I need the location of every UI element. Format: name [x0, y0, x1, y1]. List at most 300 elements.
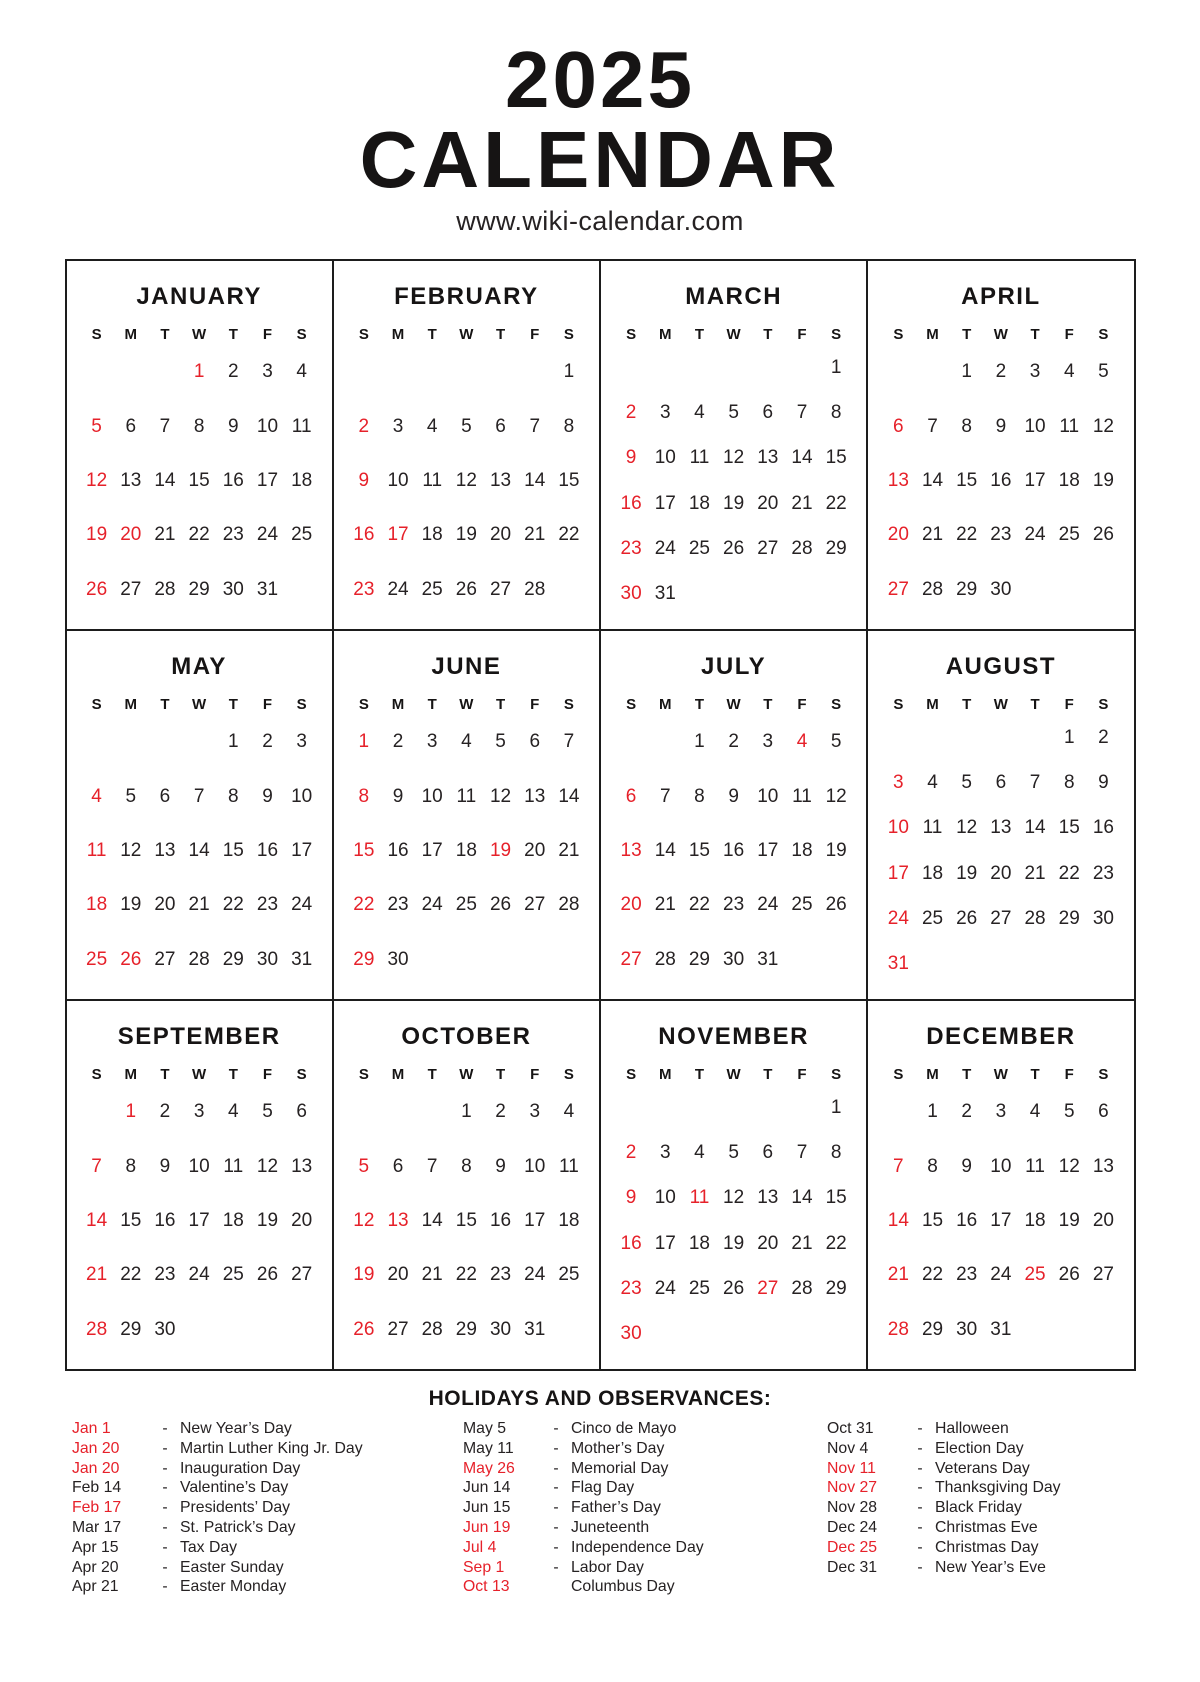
day-cell: 13	[887, 469, 909, 491]
day-cell: 29	[921, 1318, 944, 1340]
day-cell: 21	[1024, 862, 1046, 884]
day-cell: 12	[120, 839, 142, 861]
day-cell: 16	[956, 1209, 978, 1231]
empty-day-cell	[347, 1085, 381, 1139]
day-cell: 20	[291, 1209, 313, 1231]
day-cell: 7	[193, 785, 205, 807]
day-cell: 2	[358, 415, 370, 437]
day-cell: 24	[256, 524, 279, 546]
day-cell: 23	[620, 1277, 642, 1299]
day-cell: 7	[1029, 771, 1041, 793]
holiday-name: Easter Sunday	[180, 1558, 284, 1576]
day-cell: 29	[825, 537, 847, 559]
holiday-date: Sep 1	[463, 1558, 505, 1576]
weekday-letter: M	[391, 326, 405, 343]
weekday-letter: M	[659, 326, 672, 343]
day-cell: 19	[825, 839, 847, 861]
day-cell: 26	[256, 1264, 279, 1286]
holiday-dash: -	[162, 1499, 168, 1517]
day-cell: 29	[222, 948, 244, 970]
day-cell: 30	[956, 1318, 978, 1340]
day-cell: 9	[728, 785, 739, 807]
weekday-letter: M	[926, 696, 939, 713]
day-cell: 8	[563, 415, 575, 437]
day-cell: 1	[193, 361, 205, 383]
month-title: APRIL	[961, 283, 1041, 310]
day-cell: 28	[86, 1318, 108, 1340]
day-cell: 27	[291, 1264, 313, 1286]
weekday-letter: S	[831, 1066, 842, 1083]
empty-day-cell	[449, 345, 483, 399]
holiday-dash: -	[553, 1499, 559, 1517]
day-cell: 4	[1029, 1101, 1041, 1123]
weekday-letter: S	[626, 1066, 637, 1083]
holiday-date: Oct 31	[827, 1420, 874, 1437]
weekday-header-row	[601, 696, 866, 713]
holiday-row	[72, 1439, 463, 1459]
day-cell: 5	[1063, 1101, 1075, 1123]
day-cell: 21	[188, 894, 210, 916]
day-cell: 8	[927, 1155, 938, 1177]
day-cell: 29	[956, 578, 978, 600]
day-cell: 6	[125, 415, 137, 437]
day-cell: 2	[995, 361, 1007, 383]
day-cell: 16	[1092, 817, 1114, 839]
day-cell: 7	[529, 415, 541, 437]
day-cell: 16	[256, 839, 279, 861]
date-grid	[868, 713, 1133, 999]
day-cell: 4	[461, 731, 472, 753]
weekday-letter: W	[993, 1066, 1008, 1083]
weekday-letter: S	[1098, 696, 1109, 713]
day-cell: 31	[887, 953, 909, 975]
day-cell: 15	[455, 1209, 477, 1231]
day-cell: 1	[830, 356, 842, 378]
day-cell: 5	[961, 771, 972, 793]
day-cell: 28	[791, 1277, 813, 1299]
holiday-row	[827, 1439, 1061, 1459]
day-cell: 31	[291, 948, 313, 970]
day-cell: 23	[990, 524, 1012, 546]
holiday-dash: -	[553, 1479, 559, 1497]
holiday-row	[463, 1518, 827, 1538]
holiday-dash: -	[917, 1558, 923, 1576]
day-cell: 16	[387, 839, 409, 861]
weekday-header-row	[601, 326, 866, 343]
empty-day-cell	[182, 715, 216, 769]
day-cell: 25	[558, 1264, 580, 1286]
holiday-name: Easter Monday	[180, 1578, 287, 1596]
day-cell: 21	[791, 492, 813, 514]
day-cell: 12	[353, 1209, 375, 1231]
day-cell: 12	[489, 785, 512, 807]
holiday-row	[72, 1558, 463, 1578]
holiday-row	[827, 1419, 1061, 1439]
day-cell: 27	[524, 894, 546, 916]
holiday-name: Christmas Eve	[935, 1518, 1038, 1536]
weekday-letter: T	[495, 326, 506, 343]
empty-day-cell	[950, 715, 984, 760]
day-cell: 8	[461, 1155, 472, 1177]
day-cell: 18	[1058, 469, 1080, 491]
month-december	[868, 1001, 1133, 1369]
day-cell: 1	[927, 1101, 938, 1123]
day-cell: 4	[796, 731, 808, 753]
weekday-letter: S	[1098, 1066, 1109, 1083]
day-cell: 20	[524, 839, 546, 861]
holiday-date: Jul 4	[463, 1538, 497, 1556]
day-cell: 27	[154, 948, 176, 970]
day-cell: 14	[887, 1209, 909, 1231]
day-cell: 28	[791, 537, 813, 559]
holiday-column-3	[827, 1419, 1061, 1597]
day-cell: 4	[296, 361, 307, 383]
day-cell: 25	[421, 578, 443, 600]
date-grid	[67, 1083, 332, 1369]
day-cell: 30	[723, 948, 745, 970]
day-cell: 17	[1024, 469, 1046, 491]
day-cell: 21	[558, 839, 580, 861]
day-cell: 8	[358, 785, 370, 807]
day-cell: 8	[193, 415, 205, 437]
date-grid	[601, 343, 866, 629]
weekday-letter: T	[160, 1066, 170, 1083]
day-cell: 19	[256, 1209, 279, 1231]
day-cell: 20	[154, 894, 176, 916]
weekday-letter: S	[358, 326, 369, 343]
day-cell: 15	[1058, 817, 1080, 839]
day-cell: 23	[256, 894, 279, 916]
holiday-dash: -	[917, 1459, 923, 1477]
day-cell: 17	[524, 1209, 546, 1231]
month-title: JULY	[701, 653, 767, 680]
empty-day-cell	[717, 345, 751, 390]
weekday-letter: W	[726, 326, 741, 343]
weekday-letter: M	[659, 1066, 672, 1083]
day-cell: 11	[1025, 1155, 1045, 1177]
day-cell: 29	[688, 948, 710, 970]
day-cell: 28	[188, 948, 210, 970]
day-cell: 8	[961, 415, 972, 437]
day-cell: 19	[723, 492, 745, 514]
month-title: OCTOBER	[401, 1023, 532, 1050]
day-cell: 6	[529, 731, 541, 753]
holiday-row	[827, 1518, 1061, 1538]
empty-day-cell	[80, 715, 114, 769]
holiday-row	[827, 1478, 1061, 1498]
date-grid	[334, 343, 599, 629]
day-cell: 29	[353, 948, 375, 970]
month-november	[601, 1001, 866, 1369]
day-cell: 17	[654, 492, 676, 514]
holiday-row	[72, 1577, 463, 1597]
day-cell: 12	[825, 785, 847, 807]
day-cell: 25	[791, 894, 813, 916]
day-cell: 17	[990, 1209, 1012, 1231]
holiday-row	[827, 1558, 1061, 1578]
day-cell: 14	[154, 469, 176, 491]
day-cell: 1	[563, 361, 575, 383]
day-cell: 1	[228, 731, 239, 753]
day-cell: 2	[262, 731, 273, 753]
day-cell: 13	[489, 469, 512, 491]
day-cell: 5	[830, 731, 842, 753]
date-grid	[67, 713, 332, 999]
day-cell: 27	[757, 537, 779, 559]
day-cell: 2	[159, 1101, 171, 1123]
day-cell: 25	[222, 1264, 244, 1286]
holiday-dash: -	[162, 1439, 168, 1457]
weekday-letter: T	[495, 696, 506, 713]
day-cell: 13	[120, 469, 142, 491]
day-cell: 27	[489, 578, 512, 600]
weekday-letter: S	[1098, 326, 1109, 343]
day-cell: 3	[296, 731, 307, 753]
day-cell: 29	[825, 1277, 847, 1299]
holiday-row	[463, 1439, 827, 1459]
day-cell: 18	[558, 1209, 580, 1231]
weekday-letter: S	[563, 696, 574, 713]
month-title: MAY	[171, 653, 227, 680]
weekday-letter: W	[993, 696, 1008, 713]
day-cell: 9	[358, 469, 370, 491]
day-cell: 22	[558, 524, 580, 546]
holiday-row	[72, 1538, 463, 1558]
holiday-row	[463, 1577, 827, 1597]
day-cell: 25	[1024, 1264, 1046, 1286]
day-cell: 5	[358, 1155, 370, 1177]
day-cell: 15	[921, 1209, 944, 1231]
holiday-dash: -	[917, 1439, 923, 1457]
weekday-letter: S	[831, 696, 842, 713]
day-cell: 3	[262, 361, 273, 383]
day-cell: 19	[353, 1264, 375, 1286]
holiday-name: Christmas Day	[935, 1538, 1039, 1556]
month-title: FEBRUARY	[394, 283, 539, 310]
day-cell: 20	[887, 524, 909, 546]
weekday-letter: S	[91, 1066, 102, 1083]
weekday-letter: F	[797, 1066, 807, 1083]
empty-day-cell	[682, 345, 716, 390]
day-cell: 31	[256, 578, 279, 600]
holiday-dash: -	[162, 1558, 168, 1576]
day-cell: 18	[455, 839, 477, 861]
day-cell: 14	[524, 469, 546, 491]
day-cell: 18	[688, 1232, 710, 1254]
weekday-letter: F	[262, 696, 273, 713]
empty-day-cell	[648, 715, 682, 769]
day-cell: 24	[887, 907, 909, 929]
holiday-dash: -	[162, 1479, 168, 1497]
weekday-letter: T	[694, 1066, 705, 1083]
holiday-name: Father’s Day	[571, 1499, 661, 1517]
day-cell: 4	[228, 1101, 239, 1123]
day-cell: 30	[620, 1323, 642, 1345]
holiday-dash: -	[162, 1578, 168, 1596]
weekday-letter: W	[993, 326, 1008, 343]
date-grid	[868, 1083, 1133, 1369]
weekday-letter: S	[563, 326, 574, 343]
day-cell: 12	[256, 1155, 279, 1177]
weekday-letter: F	[262, 326, 273, 343]
day-cell: 11	[422, 469, 443, 491]
day-cell: 5	[728, 1141, 739, 1163]
day-cell: 22	[825, 492, 847, 514]
day-cell: 24	[421, 894, 443, 916]
day-cell: 10	[188, 1155, 210, 1177]
holiday-name: New Year’s Day	[180, 1420, 292, 1437]
empty-day-cell	[614, 345, 648, 390]
day-cell: 31	[990, 1318, 1012, 1340]
holiday-date: Dec 25	[827, 1538, 878, 1556]
day-cell: 26	[455, 578, 477, 600]
day-cell: 24	[188, 1264, 210, 1286]
day-cell: 15	[825, 1187, 847, 1209]
holiday-date: Jun 15	[463, 1499, 511, 1517]
day-cell: 19	[489, 839, 512, 861]
day-cell: 27	[1092, 1264, 1114, 1286]
weekday-header-row	[334, 696, 599, 713]
holiday-name: Inauguration Day	[180, 1459, 301, 1477]
month-september	[67, 1001, 332, 1369]
holiday-name: Veterans Day	[935, 1459, 1030, 1477]
weekday-letter: S	[91, 696, 102, 713]
day-cell: 16	[723, 839, 745, 861]
weekday-letter: T	[763, 326, 773, 343]
empty-day-cell	[1018, 715, 1052, 760]
day-cell: 2	[728, 731, 739, 753]
day-cell: 3	[995, 1101, 1007, 1123]
weekday-letter: F	[1064, 1066, 1074, 1083]
day-cell: 17	[387, 524, 409, 546]
holiday-row	[463, 1459, 827, 1479]
day-cell: 22	[921, 1264, 944, 1286]
day-cell: 10	[524, 1155, 546, 1177]
holiday-dash: -	[553, 1439, 559, 1457]
date-grid	[334, 713, 599, 999]
month-july	[601, 631, 866, 999]
day-cell: 12	[723, 447, 745, 469]
weekday-letter: F	[530, 696, 540, 713]
day-cell: 24	[654, 537, 676, 559]
day-cell: 6	[762, 1141, 774, 1163]
holiday-date: Jan 20	[72, 1459, 120, 1477]
day-cell: 25	[86, 948, 108, 970]
weekday-letter: M	[926, 1066, 939, 1083]
month-title: DECEMBER	[926, 1023, 1076, 1050]
holiday-date: Jun 19	[463, 1518, 511, 1536]
weekday-letter: T	[228, 696, 238, 713]
day-cell: 20	[620, 894, 642, 916]
holiday-row	[72, 1419, 463, 1439]
holiday-row	[72, 1459, 463, 1479]
day-cell: 30	[222, 578, 244, 600]
day-cell: 22	[825, 1232, 847, 1254]
month-title: MARCH	[685, 283, 783, 310]
day-cell: 28	[421, 1318, 443, 1340]
day-cell: 18	[222, 1209, 244, 1231]
weekday-letter: S	[626, 326, 637, 343]
day-cell: 2	[625, 1141, 637, 1163]
weekday-letter: T	[962, 1066, 972, 1083]
day-cell: 24	[990, 1264, 1012, 1286]
day-cell: 19	[956, 862, 978, 884]
day-cell: 27	[990, 907, 1012, 929]
holiday-name: Presidents’ Day	[180, 1499, 291, 1517]
day-cell: 19	[1058, 1209, 1080, 1231]
weekday-letter: S	[296, 326, 307, 343]
day-cell: 6	[1098, 1101, 1109, 1123]
day-cell: 15	[188, 469, 210, 491]
day-cell: 15	[120, 1209, 142, 1231]
date-grid	[601, 1083, 866, 1369]
weekday-letter: S	[893, 1066, 904, 1083]
empty-day-cell	[915, 715, 949, 760]
day-cell: 9	[961, 1155, 972, 1177]
weekday-letter: T	[427, 696, 437, 713]
weekday-letter: S	[893, 696, 904, 713]
weekday-letter: T	[160, 326, 170, 343]
day-cell: 18	[921, 862, 944, 884]
day-cell: 18	[86, 894, 108, 916]
empty-day-cell	[881, 345, 915, 399]
holiday-dash: -	[162, 1538, 168, 1556]
calendar-heading: CALENDAR	[359, 115, 841, 204]
holiday-date: Jan 1	[72, 1420, 111, 1437]
day-cell: 2	[495, 1101, 506, 1123]
holiday-date: Nov 27	[827, 1479, 878, 1497]
empty-day-cell	[751, 345, 785, 390]
weekday-header-row	[868, 326, 1133, 343]
day-cell: 28	[887, 1318, 909, 1340]
holiday-column-1	[72, 1419, 463, 1597]
weekday-letter: T	[962, 696, 972, 713]
day-cell: 11	[559, 1155, 579, 1177]
empty-day-cell	[148, 715, 182, 769]
day-cell: 15	[825, 447, 847, 469]
holiday-name: New Year’s Eve	[935, 1558, 1046, 1576]
day-cell: 17	[421, 839, 443, 861]
empty-day-cell	[682, 1085, 716, 1130]
day-cell: 5	[728, 401, 739, 423]
holiday-name: Juneteenth	[571, 1518, 650, 1536]
day-cell: 9	[995, 415, 1007, 437]
calendar-grid	[65, 259, 1136, 1371]
day-cell: 21	[887, 1264, 909, 1286]
day-cell: 18	[1024, 1209, 1046, 1231]
day-cell: 7	[159, 415, 171, 437]
day-cell: 23	[222, 524, 244, 546]
holiday-dash: -	[162, 1420, 168, 1437]
empty-day-cell	[648, 1085, 682, 1130]
day-cell: 13	[757, 1187, 779, 1209]
day-cell: 30	[990, 578, 1012, 600]
day-cell: 13	[291, 1155, 313, 1177]
month-march	[601, 261, 866, 629]
day-cell: 11	[689, 1187, 710, 1209]
weekday-header-row	[67, 1066, 332, 1083]
day-cell: 26	[120, 948, 142, 970]
day-cell: 21	[654, 894, 676, 916]
weekday-letter: S	[296, 696, 307, 713]
empty-day-cell	[415, 1085, 449, 1139]
day-cell: 7	[563, 731, 575, 753]
weekday-letter: T	[763, 1066, 773, 1083]
day-cell: 23	[154, 1264, 176, 1286]
empty-day-cell	[984, 715, 1018, 760]
day-cell: 14	[654, 839, 676, 861]
empty-day-cell	[80, 345, 114, 399]
